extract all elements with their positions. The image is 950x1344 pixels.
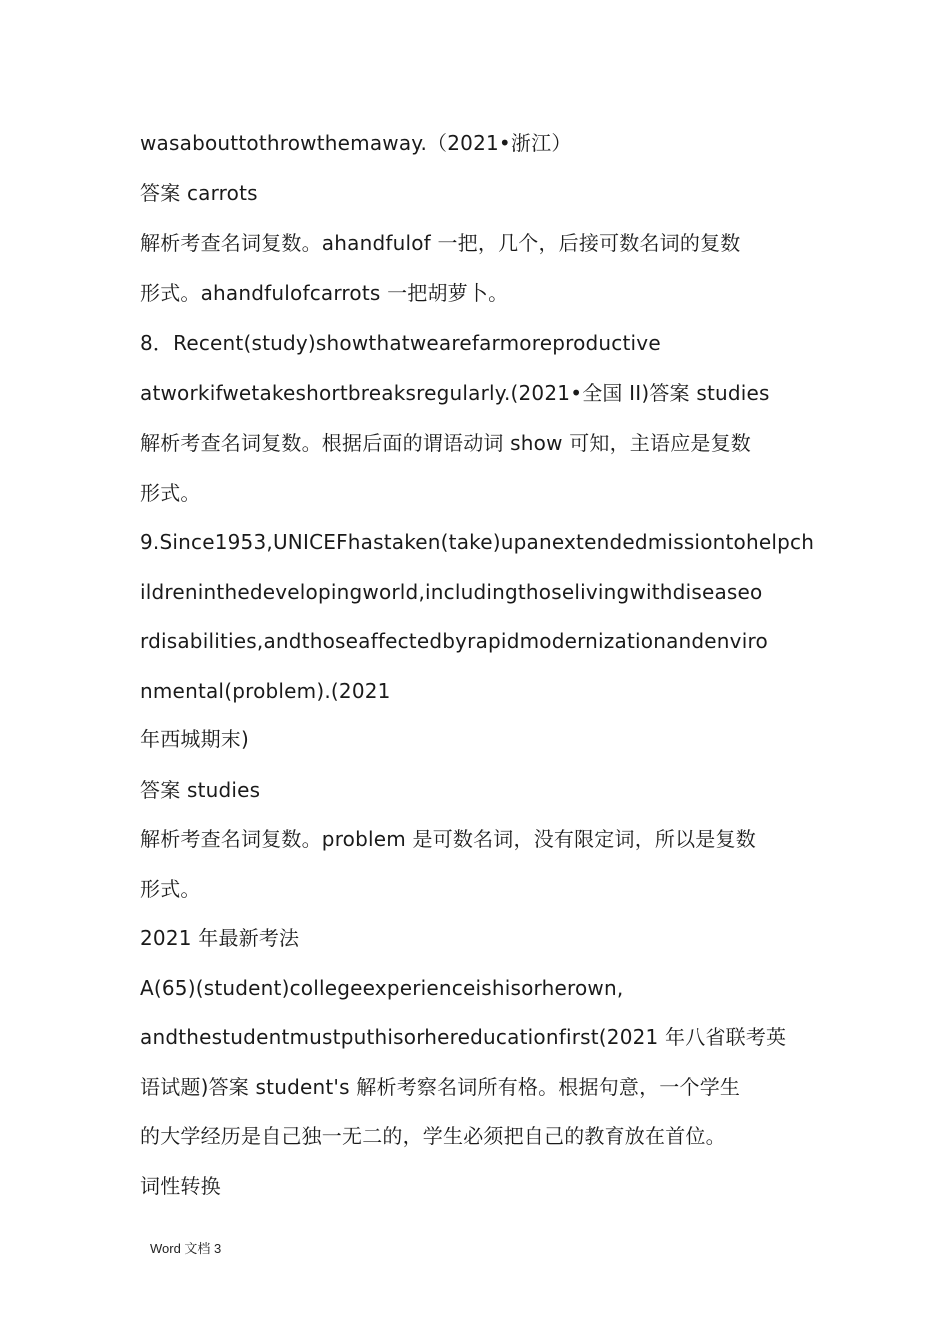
section-heading: 2021 年最新考法: [140, 926, 300, 950]
text-line: rdisabilities,andthoseaffectedbyrapidmodernizationandenviro: [140, 629, 768, 653]
question-line: 9.Since1953,UNICEFhastaken(take)upanextendedmissiontohelpch: [140, 530, 815, 554]
text-line: atworkifwetakeshortbreaksregularly.(2021•全国 II)答案 studies: [140, 381, 770, 405]
page-footer: Word 文档 3: [150, 1241, 222, 1256]
text-line: ildreninthedevelopingworld,includingthoselivingwithdiseaseo: [140, 580, 763, 604]
question-line: 8．Recent(study)showthatwearefarmoreproductive: [140, 331, 661, 355]
text-line: 语试题)答案 student's 解析考察名词所有格。根据句意，一个学生: [140, 1075, 741, 1099]
text-line: andthestudentmustputhisorhereducationfirst(2021 年八省联考英: [140, 1025, 787, 1049]
text-line: 形式。: [140, 481, 201, 505]
text-line: 年西城期末): [140, 727, 250, 751]
text-line: 的大学经历是自己独一无二的，学生必须把自己的教育放在首位。: [140, 1124, 726, 1148]
answer-line: 答案 studies: [140, 778, 261, 802]
answer-line: 答案 carrots: [140, 181, 258, 205]
text-line: nmental(problem).(2021: [140, 679, 391, 703]
analysis-line: 解析考查名词复数。ahandfulof 一把，几个，后接可数名词的复数: [140, 231, 741, 255]
question-line: A(65)(student)collegeexperienceishisorherown,: [140, 976, 624, 1000]
section-heading: 词性转换: [140, 1174, 221, 1198]
analysis-line: 解析考查名词复数。根据后面的谓语动词 show 可知，主语应是复数: [140, 431, 752, 455]
analysis-line: 解析考查名词复数。problem 是可数名词，没有限定词，所以是复数: [140, 827, 756, 851]
text-line: 形式。: [140, 877, 201, 901]
text-line: wasabouttothrowthemaway.（2021•浙江）: [140, 131, 572, 155]
text-line: 形式。ahandfulofcarrots 一把胡萝卜。: [140, 281, 509, 305]
